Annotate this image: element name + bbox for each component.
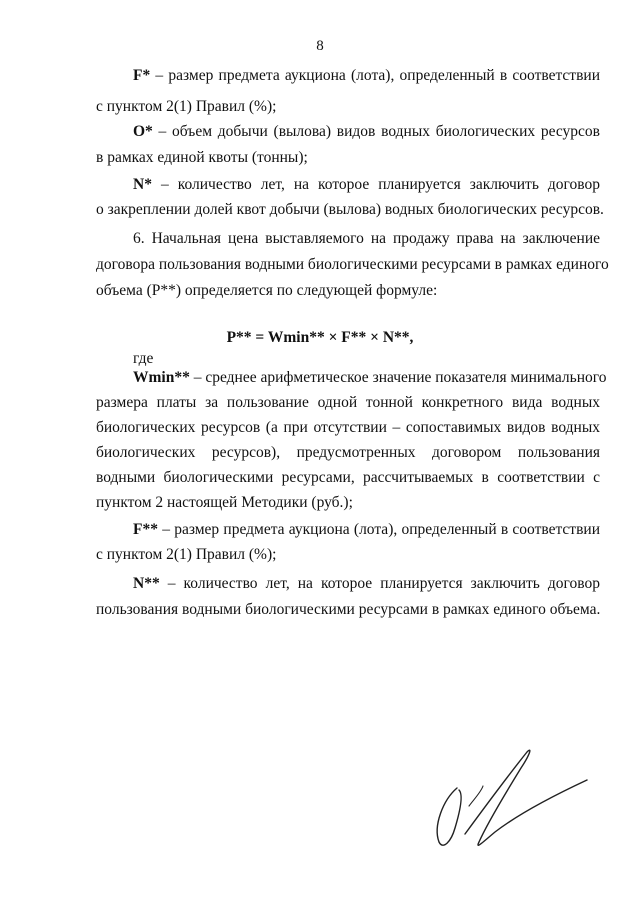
def-wmin-line2: размера платы за пользование одной тонной конкретного вида водных <box>96 394 600 411</box>
formula: P** = Wmin** × F** × N**, <box>226 329 414 346</box>
def-n-star-text: – количество лет, на которое планируется заключить договор <box>151 176 600 193</box>
def-f-double-line1 <box>133 520 600 540</box>
term-f-double: F** <box>133 521 158 538</box>
def-o-star-line2: в рамках единой квоты (тонны); <box>96 149 308 166</box>
def-wmin-line5: водными биологическими ресурсами, рассчитываемых в соответствии с <box>96 469 600 486</box>
def-wmin-line4: биологических ресурсов), предусмотренных договором пользования <box>96 444 600 461</box>
term-o-star: O* <box>133 123 153 140</box>
term-n-star: N* <box>133 176 152 193</box>
def-f-star-line1 <box>133 66 600 86</box>
def-f-star-line2: с пунктом 2(1) Правил (%); <box>96 98 277 115</box>
def-n-star-line1 <box>133 175 600 195</box>
section6-line1: 6. Начальная цена выставляемого на продажу права на заключение <box>133 230 600 247</box>
term-wmin: Wmin** <box>133 369 190 386</box>
term-n-double: N** <box>133 575 160 592</box>
signature-image <box>425 738 595 858</box>
where-label: где <box>133 350 154 367</box>
def-o-star-line1 <box>133 122 600 142</box>
def-n-double-line1 <box>133 574 600 594</box>
def-n-star-line2: о закреплении долей квот добычи (вылова) водных биологических ресурсов. <box>96 201 604 218</box>
def-wmin-line1 <box>133 368 607 388</box>
def-f-double-text: – размер предмета аукциона (лота), определенный в соответствии <box>157 521 600 538</box>
def-wmin-text: – среднее арифметическое значение показателя минимального <box>189 369 607 386</box>
def-f-star-text: – размер предмета аукциона (лота), определенный в соответствии <box>150 67 600 84</box>
section6-line2: договора пользования водными биологическими ресурсами в рамках единого <box>96 256 609 273</box>
def-wmin-line6: пунктом 2 настоящей Методики (руб.); <box>96 494 353 511</box>
section6-line3: объема (P**) определяется по следующей формуле: <box>96 282 438 299</box>
def-n-double-line2: пользования водными биологическими ресурсами в рамках единого объема. <box>96 601 601 618</box>
def-wmin-line3: биологических ресурсов (а при отсутствии – сопоставимых видов водных <box>96 419 600 436</box>
page-number: 8 <box>316 38 324 54</box>
def-o-star-text: – объем добычи (вылова) видов водных биологических ресурсов <box>152 123 600 140</box>
def-f-double-line2: с пунктом 2(1) Правил (%); <box>96 546 277 563</box>
def-n-double-text: – количество лет, на которое планируется заключить договор <box>159 575 600 592</box>
term-f-star: F* <box>133 67 151 84</box>
